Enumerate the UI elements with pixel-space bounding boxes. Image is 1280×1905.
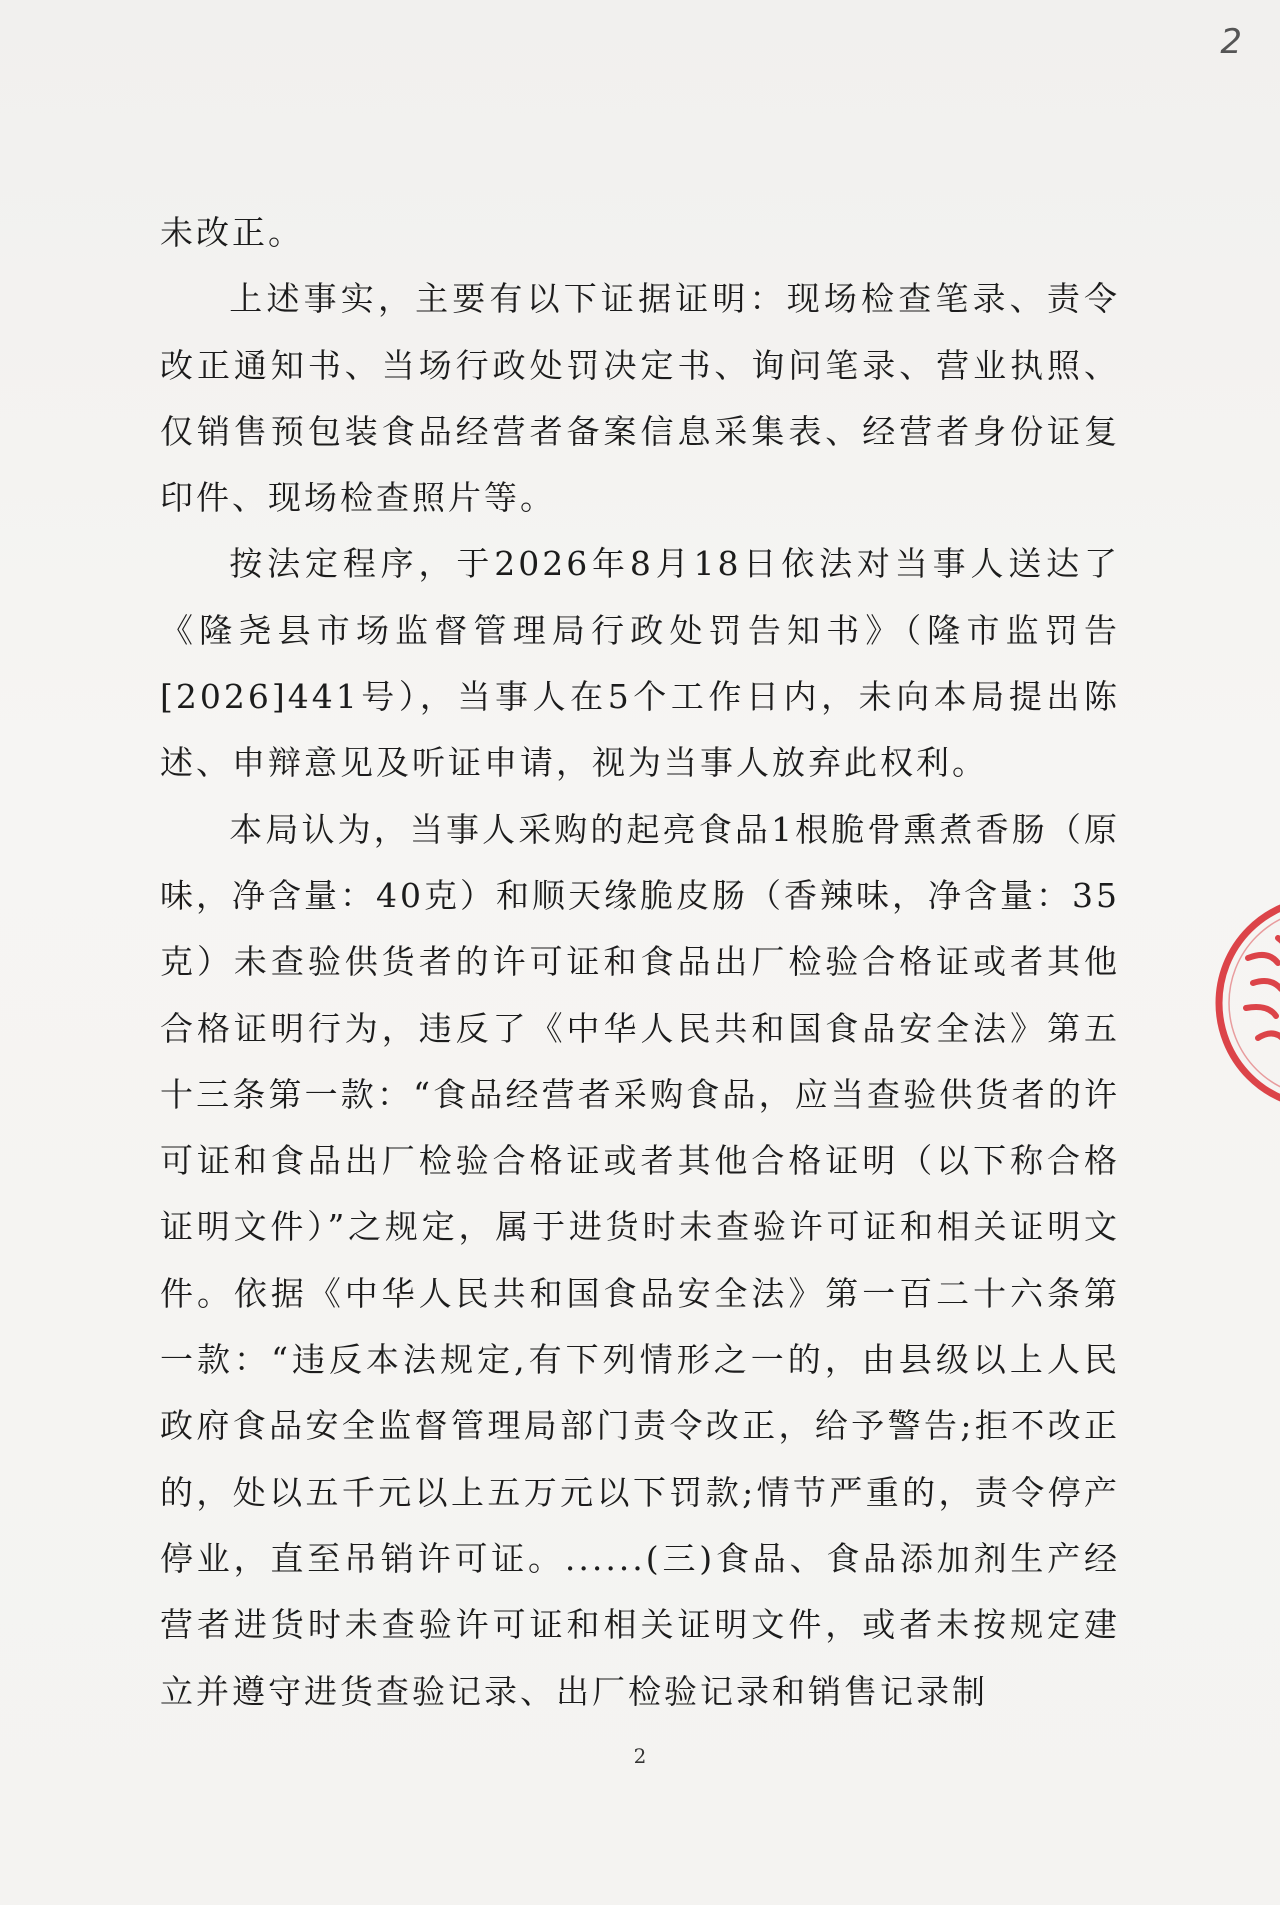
official-seal-stamp: [1208, 888, 1280, 1118]
paragraph-evidence: 上述事实，主要有以下证据证明：现场检查笔录、责令改正通知书、当场行政处罚决定书、询问笔录、营业执照、仅销售预包装食品经营者备案信息采集表、经营者身份证复印件、现场检查照片等。: [160, 279, 1120, 518]
paragraph-procedure: 按法定程序，于2026年8月18日依法对当事人送达了《隆尧县市场监督管理局行政处罚告知书》（隆市监罚告[2026]441号），当事人在5个工作日内，未向本局提出陈述、申辩意见及听证申请，视为当事人放弃此权利。: [160, 544, 1120, 783]
page-number: 2: [633, 1744, 647, 1768]
paragraph-continuation: 未改正。: [160, 213, 304, 252]
handwritten-page-mark: 2: [1220, 22, 1242, 62]
paragraph-ruling: 本局认为，当事人采购的起亮食品1根脆骨熏煮香肠（原味，净含量：40克）和顺天缘脆皮肠（香辣味，净含量：35克）未查验供货者的许可证和食品出厂检验合格证或者其他合格证明行为，违反了《中华人民共和国食品安全法》第五十三条第一款：“食品经营者采购食品，应当查验供货者的许可证和食品出厂检验合格证或者其他合格证明（以下称合格证明文件）”之规定，属于进货时未查验许可证和相关证明文件。依据《中华人民共和国食品安全法》第一百二十六条第一款：“违反本法规定,有下列情形之一的，由县级以上人民政府食品安全监督管理局部门责令改正，给予警告;拒不改正的，处以五千元以上五万元以下罚款;情节严重的，责令停产停业，直至吊销许可证。......(三)食品、食品添加剂生产经营者进货时未查验许可证和相关证明文件，或者未按规定建立并遵守进货查验记录、出厂检验记录和销售记录制: [160, 809, 1120, 1711]
document-body: [160, 200, 1120, 1725]
